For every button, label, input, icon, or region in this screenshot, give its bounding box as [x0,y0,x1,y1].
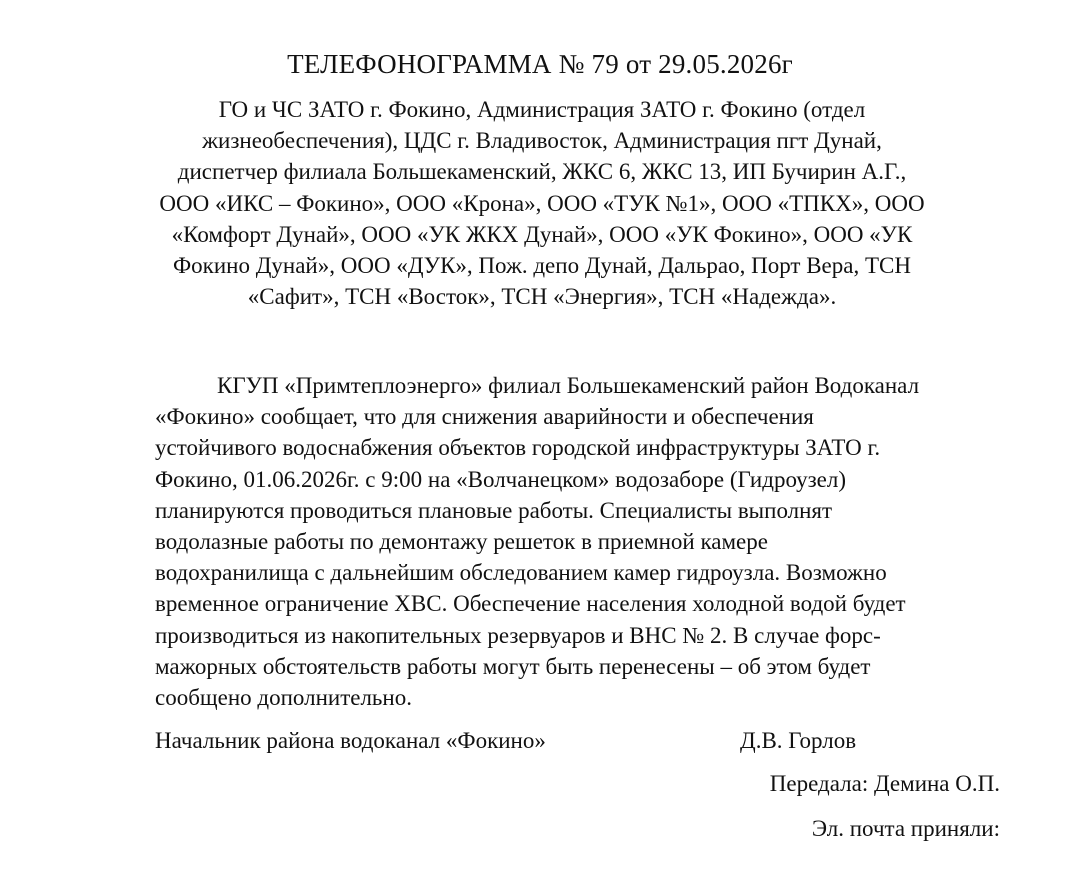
addressee-list [152,94,932,312]
body-line: сообщено дополнительно. [155,685,412,711]
signature-block [155,725,1015,759]
message-body [155,370,975,713]
body-line: «Фокино» сообщает, что для снижения аварийности и обеспечения [155,404,814,430]
addressee-line: диспетчер филиала Большекаменский, ЖКС 6, ЖКС 13, ИП Бучирин А.Г., [177,159,907,185]
addressee-line: ООО «ИКС – Фокино», ООО «Крона», ООО «ТУК №1», ООО «ТПКХ», ООО [159,190,925,216]
document-title: ТЕЛЕФОНОГРАММА № 79 от 29.05.2026г [287,49,793,79]
addressee-line: «Сафит», ТСН «Восток», ТСН «Энергия», ТСН «Надежда». [247,284,837,310]
body-line: мажорных обстоятельств работы могут быть перенесены – об этом будет [155,653,871,679]
signatory-name: Д.В. Горлов [740,728,857,753]
body-line: КГУП «Примтеплоэнерго» филиал Большекаменский район Водоканал [217,373,920,398]
body-line: водохранилища с дальнейшим обследованием камер гидроузла. Возможно [155,560,887,586]
body-line: водолазные работы по демонтажу решеток в приемной камере [155,529,768,555]
body-line: планируются проводиться плановые работы. Специалисты выполнят [155,497,833,523]
body-line: устойчивого водоснабжения объектов городской инфраструктуры ЗАТО г. [155,435,881,461]
body-line: производиться из накопительных резервуаров и ВНС № 2. В случае форс- [155,622,881,648]
body-line: временное ограничение ХВС. Обеспечение населения холодной водой будет [155,591,906,617]
addressee-line: Фокино Дунай», ООО «ДУК», Пож. депо Дунай, Дальрао, Порт Вера, ТСН [173,253,911,279]
addressee-line: «Комфорт Дунай», ООО «УК ЖКХ Дунай», ООО «УК Фокино», ООО «УК [171,221,913,247]
signatory-role: Начальник района водоканал «Фокино» [155,728,546,753]
body-line: Фокино, 01.06.2026г. с 9:00 на «Волчанецком» водозаборе (Гидроузел) [155,466,846,492]
received-by: Эл. почта приняли: [811,816,1000,841]
addressee-line: ГО и ЧС ЗАТО г. Фокино, Администрация ЗАТО г. Фокино (отдел [218,97,866,122]
addressee-line: жизнеобеспечения), ЦДС г. Владивосток, Администрация пгт Дунай, [202,128,882,154]
sent-by: Передала: Демина О.П. [769,771,1000,796]
